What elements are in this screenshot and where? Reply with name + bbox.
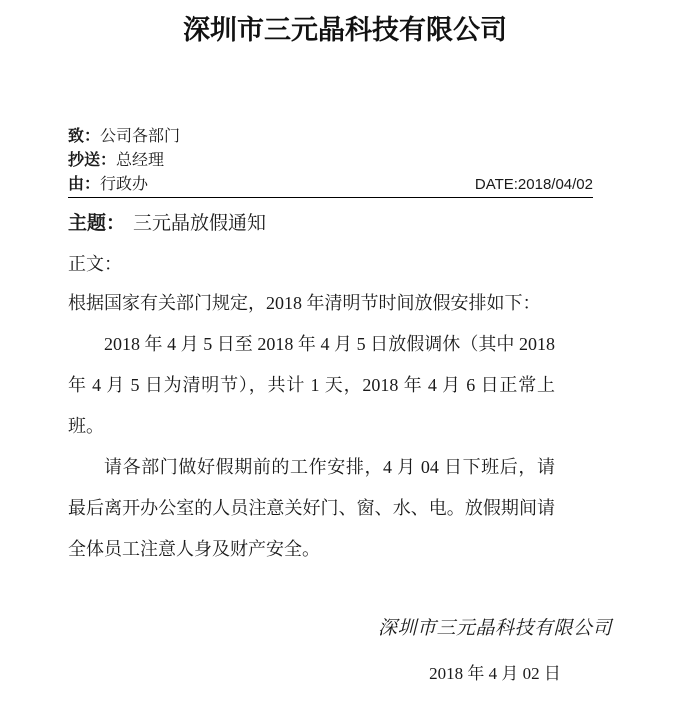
signature-company: 深圳市三元晶科技有限公司 — [377, 618, 612, 639]
to-value: 公司各部门 — [100, 128, 181, 145]
to-label: 致： — [68, 128, 101, 145]
body-text — [68, 283, 555, 570]
cc-label: 抄送： — [68, 152, 117, 169]
from-row — [68, 173, 593, 198]
subject-label: 主题： — [68, 213, 126, 234]
body-paragraph: 2018 年 4 月 5 日至 2018 年 4 月 5 日放假调休（其中 2018 年 4 月 5 日为清明节），共计 1 天，2018 年 4 月 6 日正常上班。 — [68, 334, 555, 436]
company-title: 深圳市三元晶科技有限公司 — [183, 15, 507, 45]
cc-value: 总经理 — [116, 152, 165, 169]
cc-row — [68, 149, 593, 173]
to-row — [68, 125, 593, 149]
from-field — [68, 173, 148, 197]
subject-value: 三元晶放假通知 — [133, 213, 267, 234]
memo-header — [68, 125, 593, 198]
from-label: 由： — [68, 176, 101, 193]
body-paragraph: 请各部门做好假期前的工作安排，4 月 04 日下班后，请最后离开办公室的人员注意关好门、窗、水、电。放假期间请全体员工注意人身及财产安全。 — [68, 457, 555, 559]
date-value: DATE:2018/04/02 — [474, 176, 593, 193]
body-paragraph: 根据国家有关部门规定，2018 年清明节时间放假安排如下： — [68, 293, 541, 313]
signature-block — [378, 616, 612, 685]
from-value: 行政办 — [100, 176, 149, 193]
body-label: 正文： — [68, 254, 122, 274]
subject-row — [68, 211, 690, 237]
signature-date: 2018 年 4 月 02 日 — [429, 664, 561, 683]
